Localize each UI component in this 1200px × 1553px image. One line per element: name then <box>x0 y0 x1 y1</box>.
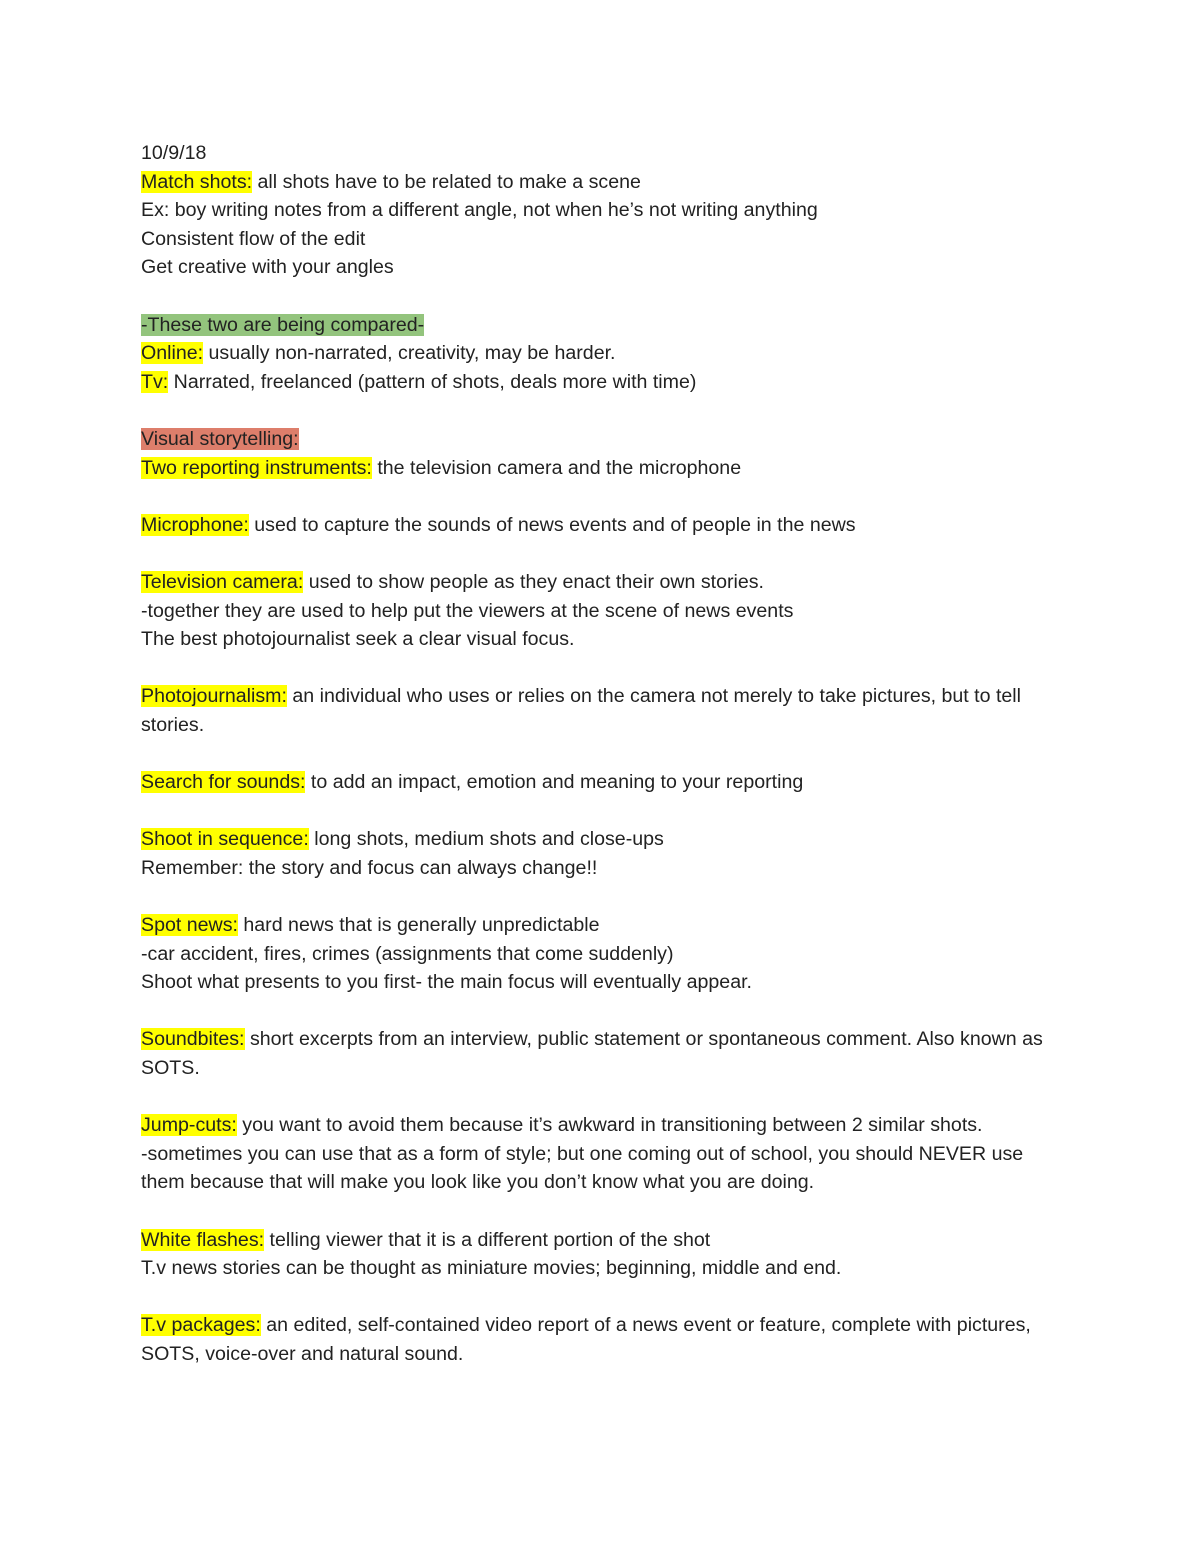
white-flashes-note: T.v news stories can be thought as miniature movies; beginning, middle and end. <box>141 1257 842 1280</box>
blank-line <box>141 396 1071 425</box>
white-flashes-entry <box>141 1226 1071 1255</box>
note-date: 10/9/18 <box>141 142 207 164</box>
shoot-in-sequence-note: Remember: the story and focus can always change!! <box>141 856 598 879</box>
soundbites-term: Soundbites: <box>141 1028 245 1051</box>
search-for-sounds-term: Search for sounds: <box>141 771 306 794</box>
blank-line <box>141 997 1071 1026</box>
visual-storytelling-heading-text: Visual storytelling: <box>141 427 299 450</box>
photojournalism-definition: an individual who uses or relies on the camera not merely to take pictures, but to tell stories. <box>141 685 1022 736</box>
tv-term: Tv: <box>141 370 169 393</box>
television-camera-note: The best photojournalist seek a clear visual focus. <box>141 628 575 651</box>
match-shots-term: Match shots: <box>141 170 253 193</box>
television-camera-definition: used to show people as they enact their own stories. <box>303 570 764 593</box>
tv-entry <box>141 368 1071 397</box>
search-for-sounds-definition: to add an impact, emotion and meaning to your reporting <box>305 771 804 794</box>
microphone-term: Microphone: <box>141 513 249 536</box>
shoot-in-sequence-entry <box>141 825 1071 854</box>
match-shots-entry <box>141 168 1071 197</box>
microphone-entry <box>141 511 1071 540</box>
online-term: Online: <box>141 342 204 365</box>
online-entry <box>141 339 1071 368</box>
blank-line <box>141 882 1071 911</box>
spot-news-definition: hard news that is generally unpredictable <box>237 914 600 937</box>
blank-line <box>141 1283 1071 1312</box>
white-flashes-definition: telling viewer that it is a different portion of the shot <box>264 1228 711 1251</box>
tv-packages-entry <box>141 1311 1071 1368</box>
match-shots-definition: all shots have to be related to make a scene <box>252 170 641 193</box>
soundbites-entry <box>141 1025 1071 1082</box>
blank-line <box>141 1197 1071 1226</box>
jump-cuts-definition: you want to avoid them because it’s awkward in transitioning between 2 similar shots. <box>236 1114 983 1137</box>
reporting-instruments-term: Two reporting instruments: <box>141 456 372 479</box>
photojournalism-term: Photojournalism: <box>141 685 287 708</box>
reporting-instruments-entry <box>141 454 1071 483</box>
television-camera-term: Television camera: <box>141 570 304 593</box>
blank-line <box>141 739 1071 768</box>
reporting-instruments-definition: the television camera and the microphone <box>371 456 742 479</box>
jump-cuts-note: -sometimes you can use that as a form of style; but one coming out of school, you should NEVER use them because that will make you look like you don’t know what you are doing. <box>141 1142 1024 1194</box>
comparison-heading-text: -These two are being compared- <box>141 313 425 336</box>
television-camera-entry <box>141 568 1071 597</box>
blank-line <box>141 482 1071 511</box>
jump-cuts-term: Jump-cuts: <box>141 1114 237 1137</box>
spot-news-note: Shoot what presents to you first- the main focus will eventually appear. <box>141 971 752 994</box>
microphone-definition: used to capture the sounds of news events and of people in the news <box>248 513 856 536</box>
shoot-in-sequence-term: Shoot in sequence: <box>141 828 309 851</box>
tv-packages-definition: an edited, self-contained video report of a news event or feature, complete with pictures, SOTS, voice-over and natural sound. <box>141 1314 1031 1365</box>
spot-news-note: -car accident, fires, crimes (assignments that come suddenly) <box>141 942 674 965</box>
television-camera-note: -together they are used to help put the viewers at the scene of news events <box>141 599 794 622</box>
jump-cuts-entry <box>141 1111 1071 1140</box>
search-for-sounds-entry <box>141 768 1071 797</box>
tv-definition: Narrated, freelanced (pattern of shots, deals more with time) <box>168 370 697 393</box>
blank-line <box>141 797 1071 826</box>
visual-storytelling-heading <box>141 425 1071 454</box>
blank-line <box>141 282 1071 311</box>
shoot-in-sequence-definition: long shots, medium shots and close-ups <box>308 828 664 851</box>
document-page <box>141 139 1071 1369</box>
blank-line <box>141 1083 1071 1112</box>
comparison-heading <box>141 311 1071 340</box>
match-shots-note: Get creative with your angles <box>141 256 394 279</box>
spot-news-entry <box>141 911 1071 940</box>
white-flashes-term: White flashes: <box>141 1228 265 1251</box>
tv-packages-term: T.v packages: <box>141 1314 261 1337</box>
soundbites-definition: short excerpts from an interview, public statement or spontaneous comment. Also known as SOTS. <box>141 1028 1043 1079</box>
online-definition: usually non-narrated, creativity, may be harder. <box>203 342 616 365</box>
blank-line <box>141 654 1071 683</box>
blank-line <box>141 539 1071 568</box>
match-shots-example: Ex: boy writing notes from a different angle, not when he’s not writing anything <box>141 199 818 222</box>
spot-news-term: Spot news: <box>141 914 238 937</box>
match-shots-note: Consistent flow of the edit <box>141 227 366 250</box>
photojournalism-entry <box>141 682 1071 739</box>
